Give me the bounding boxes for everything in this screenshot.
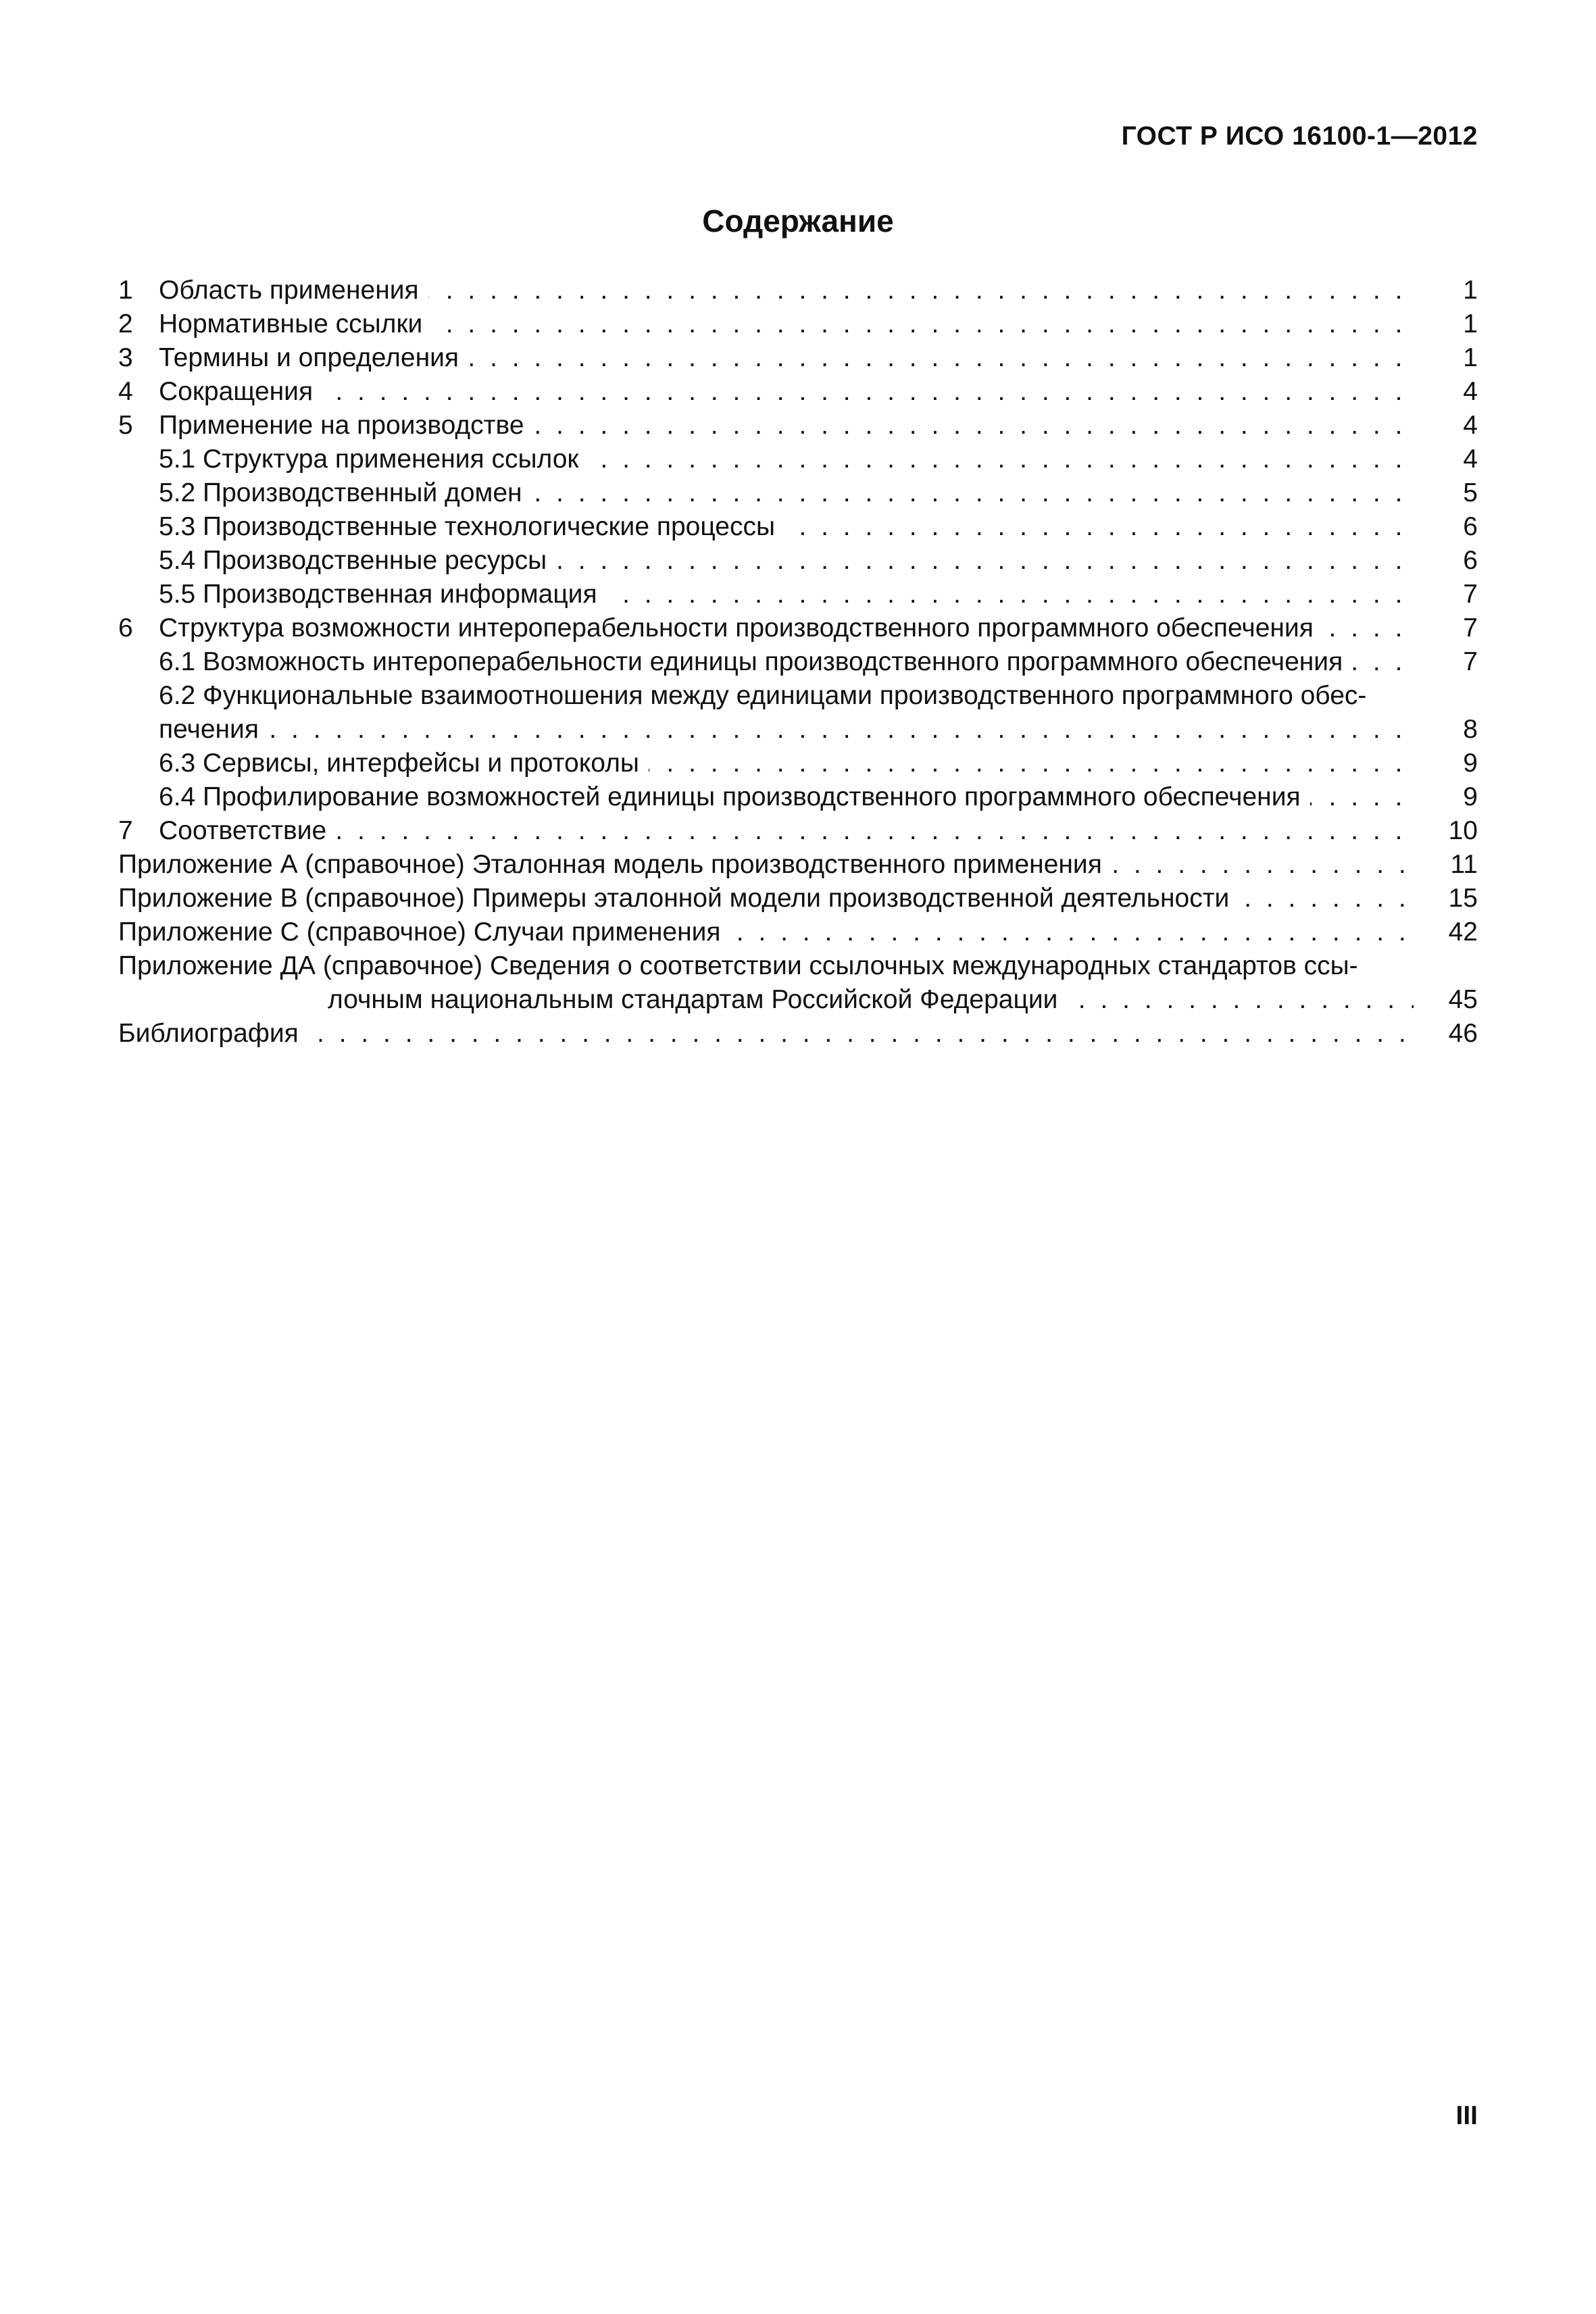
standard-code: ГОСТ Р ИСО 16100-1—2012 <box>1121 122 1478 151</box>
toc-entry-page: 1 <box>1463 343 1478 372</box>
toc-entry[interactable] <box>118 375 1478 409</box>
toc-entry-title <box>159 510 1414 544</box>
toc-entry-text: Соответствие <box>159 816 336 845</box>
toc-entry-page: 1 <box>1463 309 1478 338</box>
toc-entry-text: 5.4 Производственные ресурсы <box>159 546 556 575</box>
toc-entry-title <box>159 443 1414 476</box>
toc-entry-text: Приложение С (справочное) Случаи применения <box>118 917 730 947</box>
toc-entry-text: Применение на производстве <box>159 411 534 440</box>
toc-entry-text: печения <box>159 715 268 744</box>
toc-entry-title <box>159 747 1414 780</box>
toc-entry-page: 5 <box>1463 478 1478 507</box>
toc-entry[interactable] <box>118 307 1478 341</box>
toc-entry-title <box>159 679 1414 713</box>
toc-entry-title <box>159 814 1414 848</box>
toc-entry-title <box>159 375 1414 409</box>
toc-entry-page: 4 <box>1463 411 1478 440</box>
toc-entry-text: 6.3 Сервисы, интерфейсы и протоколы <box>159 749 649 778</box>
toc-entry-number: 6 <box>118 613 133 643</box>
toc-entry-page: 46 <box>1448 1019 1478 1048</box>
table-of-contents <box>118 274 1478 1051</box>
toc-entry-number: 7 <box>118 816 133 845</box>
toc-entry-page: 4 <box>1463 377 1478 406</box>
toc-entry-page: 9 <box>1463 782 1478 811</box>
toc-entry[interactable] <box>118 274 1478 307</box>
toc-entry-page: 7 <box>1463 647 1478 676</box>
toc-entry-page: 15 <box>1448 884 1478 913</box>
toc-entry-page: 11 <box>1450 850 1478 879</box>
toc-entry-title <box>159 578 1414 611</box>
toc-entry[interactable] <box>118 814 1478 848</box>
toc-entry[interactable] <box>118 780 1478 814</box>
page-number: III <box>1455 2101 1478 2130</box>
toc-entry-title <box>159 780 1414 814</box>
toc-entry-number: 4 <box>118 377 133 406</box>
toc-entry-text: Приложение А (справочное) Эталонная модель производственного применения <box>118 850 1112 879</box>
toc-entry[interactable] <box>118 848 1478 882</box>
toc-entry[interactable] <box>118 409 1478 443</box>
toc-entry-page: 45 <box>1448 985 1478 1014</box>
toc-entry[interactable] <box>118 915 1478 949</box>
toc-entry-page: 1 <box>1463 276 1478 305</box>
toc-entry-text: Нормативные ссылки <box>159 309 432 338</box>
toc-entry-title <box>159 645 1414 679</box>
toc-entry-text: Приложение ДА (справочное) Сведения о соответствии ссылочных международных стандартов ссы- <box>118 951 1368 980</box>
toc-entry-title <box>118 949 1414 983</box>
toc-entry[interactable] <box>118 476 1478 510</box>
toc-entry-number: 2 <box>118 309 133 338</box>
toc-entry-title <box>159 409 1414 443</box>
toc-entry-page: 7 <box>1463 613 1478 643</box>
toc-entry-title <box>159 713 1414 747</box>
toc-entry[interactable] <box>118 882 1478 915</box>
toc-entry-number: 1 <box>118 276 133 305</box>
toc-entry-text: 5.3 Производственные технологические процессы <box>159 512 784 541</box>
toc-entry-text: 6.4 Профилирование возможностей единицы производственного программного обеспечения <box>159 782 1310 811</box>
toc-entry[interactable] <box>118 747 1478 780</box>
toc-entry-title <box>118 848 1414 882</box>
toc-entry-text: 6.2 Функциональные взаимоотношения между единицами производственного программного обес- <box>159 681 1376 710</box>
toc-entry[interactable] <box>118 713 1478 747</box>
toc-entry-title <box>118 882 1414 915</box>
toc-entry[interactable] <box>118 645 1478 679</box>
toc-entry-page: 4 <box>1463 445 1478 474</box>
page-title: Содержание <box>702 203 894 238</box>
toc-entry-text: 5.1 Структура применения ссылок <box>159 445 589 474</box>
toc-entry-title <box>328 983 1414 1017</box>
toc-entry[interactable] <box>118 443 1478 476</box>
toc-entry[interactable] <box>118 1017 1478 1051</box>
toc-entry[interactable] <box>118 983 1478 1017</box>
toc-entry[interactable] <box>118 544 1478 578</box>
toc-entry-page: 10 <box>1448 816 1478 845</box>
toc-entry-number: 3 <box>118 343 133 372</box>
toc-entry-title <box>118 1017 1414 1051</box>
toc-entry-text: Область применения <box>159 276 428 305</box>
toc-entry-text: Сокращения <box>159 377 322 406</box>
toc-entry-text: Структура возможности интероперабельности производственного программного обеспечения <box>159 613 1323 643</box>
toc-entry-number: 5 <box>118 411 133 440</box>
toc-entry[interactable] <box>118 949 1478 983</box>
toc-entry[interactable] <box>118 611 1478 645</box>
toc-entry-text: 5.5 Производственная информация <box>159 580 607 609</box>
toc-entry-title <box>159 544 1414 578</box>
toc-entry-text: Библиография <box>118 1019 308 1048</box>
toc-entry-text: Приложение В (справочное) Примеры эталонной модели производственной деятельности <box>118 884 1239 913</box>
toc-entry-text: Термины и определения <box>159 343 468 372</box>
toc-entry-text: 6.1 Возможность интероперабельности единицы производственного программного обеспечения <box>159 647 1352 676</box>
toc-entry-page: 9 <box>1463 749 1478 778</box>
toc-entry-title <box>118 915 1414 949</box>
toc-entry-page: 7 <box>1463 580 1478 609</box>
toc-entry-title <box>159 611 1414 645</box>
toc-entry-title <box>159 476 1414 510</box>
toc-entry-title <box>159 341 1414 375</box>
toc-entry-title <box>159 307 1414 341</box>
toc-entry-page: 42 <box>1448 917 1478 947</box>
toc-entry[interactable] <box>118 510 1478 544</box>
toc-entry[interactable] <box>118 341 1478 375</box>
toc-entry-title <box>159 274 1414 307</box>
toc-entry-page: 8 <box>1463 715 1478 744</box>
toc-entry-text: лочным национальным стандартам Российской Федерации <box>328 985 1067 1014</box>
toc-entry[interactable] <box>118 578 1478 611</box>
toc-entry-page: 6 <box>1463 546 1478 575</box>
toc-entry-text: 5.2 Производственный домен <box>159 478 532 507</box>
toc-entry[interactable] <box>118 679 1478 713</box>
toc-entry-page: 6 <box>1463 512 1478 541</box>
